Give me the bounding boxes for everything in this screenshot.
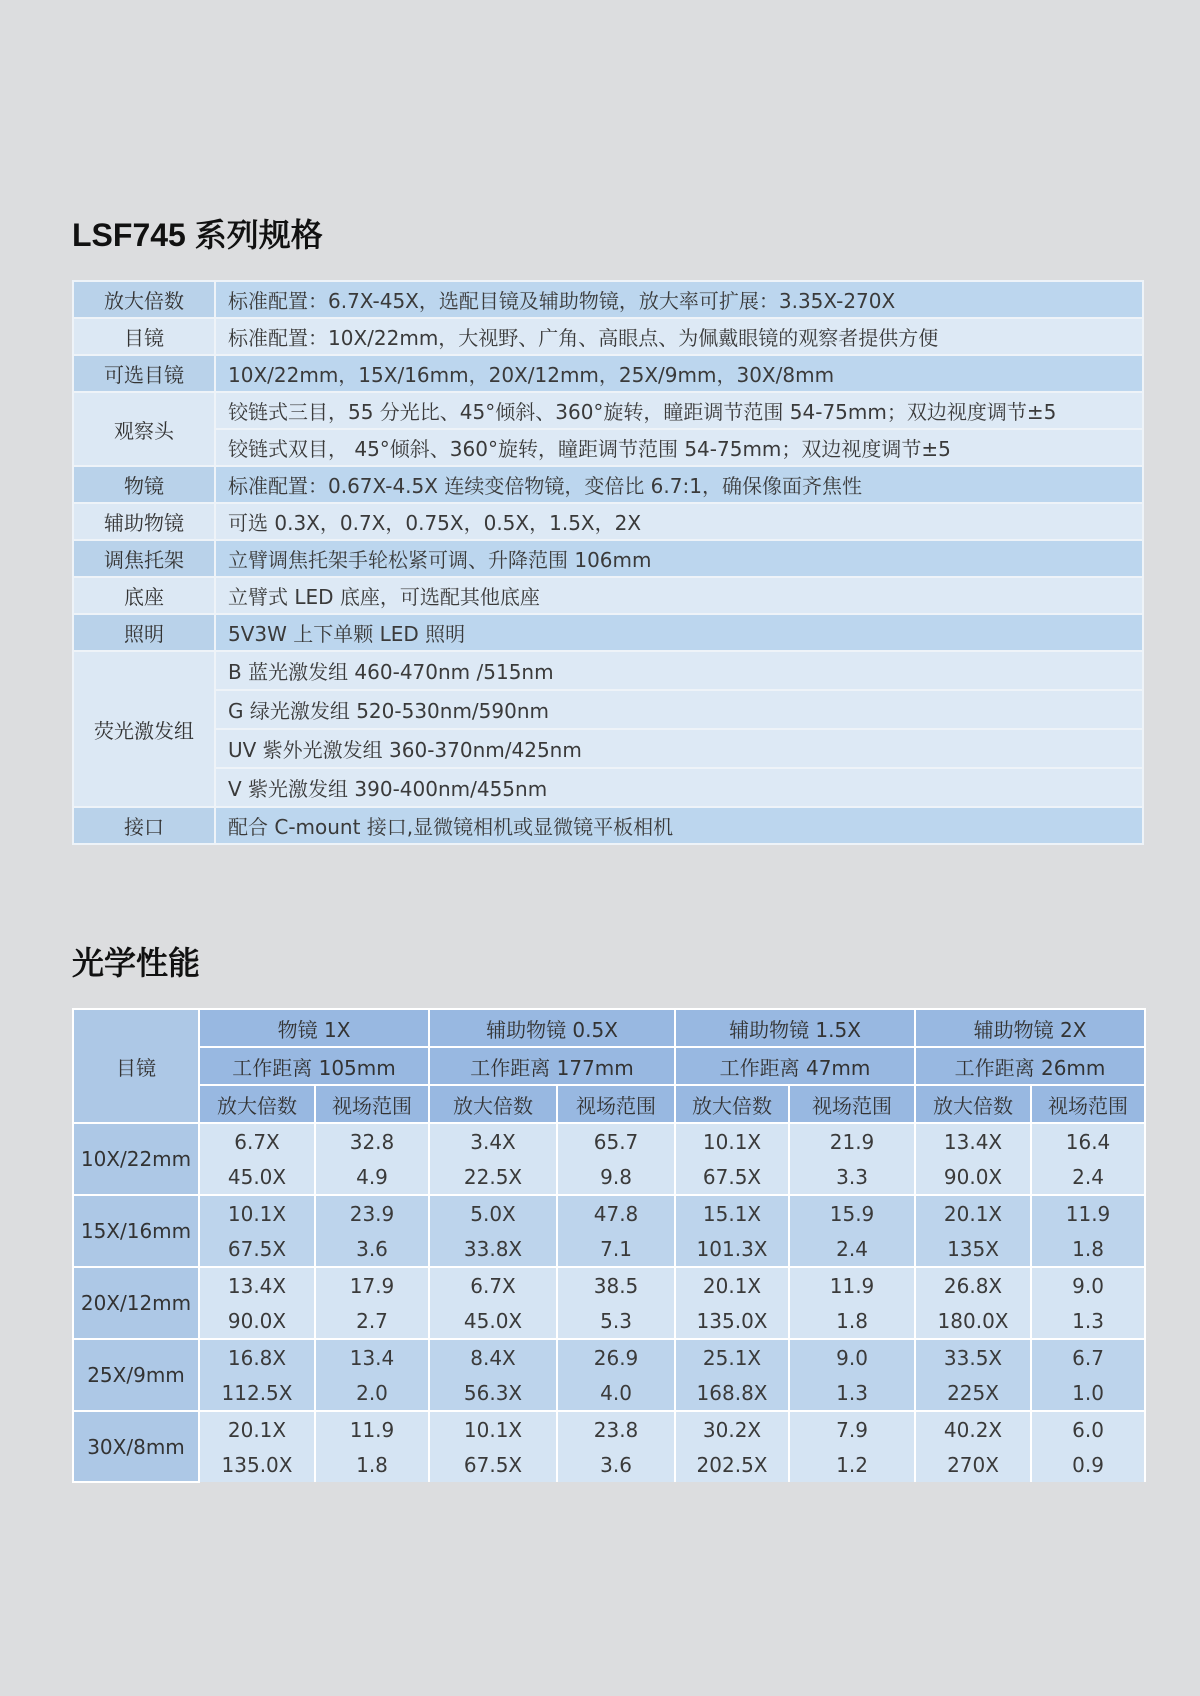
spec-row (73, 466, 1143, 503)
field-of-view-cell: 3.6 (315, 1231, 429, 1267)
field-of-view-cell: 47.8 (557, 1195, 675, 1231)
magnification-cell: 45.0X (429, 1303, 557, 1339)
field-of-view-cell: 2.0 (315, 1375, 429, 1411)
spec-label: 目镜 (73, 318, 215, 355)
magnification-cell: 20.1X (675, 1267, 789, 1303)
field-of-view-cell: 1.2 (789, 1447, 915, 1482)
magnification-cell: 15.1X (675, 1195, 789, 1231)
optics-data-row (73, 1123, 1145, 1159)
spec-label: 照明 (73, 614, 215, 651)
field-of-view-cell: 26.9 (557, 1339, 675, 1375)
spec-row (73, 503, 1143, 540)
field-of-view-cell: 4.0 (557, 1375, 675, 1411)
field-of-view-cell: 1.3 (789, 1375, 915, 1411)
field-of-view-cell: 11.9 (315, 1411, 429, 1447)
eyepiece-label: 30X/8mm (73, 1411, 199, 1482)
spec-label: 荧光激发组 (73, 651, 215, 807)
magnification-cell: 45.0X (199, 1159, 315, 1195)
field-of-view-cell: 9.0 (1031, 1267, 1145, 1303)
magnification-cell: 225X (915, 1375, 1031, 1411)
working-distance-row (73, 1047, 1145, 1085)
field-of-view-cell: 7.1 (557, 1231, 675, 1267)
working-distance-header: 工作距离 105mm (199, 1047, 429, 1085)
spec-value: 标准配置：0.67X-4.5X 连续变倍物镜，变倍比 6.7:1，确保像面齐焦性 (215, 466, 1143, 503)
field-of-view-header: 视场范围 (557, 1085, 675, 1123)
magnification-cell: 90.0X (915, 1159, 1031, 1195)
field-of-view-cell: 6.0 (1031, 1411, 1145, 1447)
spec-value: V 紫光激发组 390-400nm/455nm (215, 768, 1143, 807)
magnification-cell: 33.5X (915, 1339, 1031, 1375)
eyepiece-label: 10X/22mm (73, 1123, 199, 1195)
optics-table (72, 1008, 1146, 1483)
magnification-cell: 67.5X (429, 1447, 557, 1482)
magnification-cell: 10.1X (429, 1411, 557, 1447)
spec-value: 标准配置：6.7X-45X，选配目镜及辅助物镜，放大率可扩展：3.35X-270X (215, 281, 1143, 318)
magnification-cell: 40.2X (915, 1411, 1031, 1447)
magnification-cell: 270X (915, 1447, 1031, 1482)
spec-value: 可选 0.3X，0.7X，0.75X，0.5X，1.5X，2X (215, 503, 1143, 540)
magnification-cell: 67.5X (675, 1159, 789, 1195)
magnification-cell: 20.1X (915, 1195, 1031, 1231)
magnification-cell: 135.0X (199, 1447, 315, 1482)
spec-label: 放大倍数 (73, 281, 215, 318)
spec-row (73, 690, 1143, 729)
spec-value: B 蓝光激发组 460-470nm /515nm (215, 651, 1143, 690)
spec-value: 立臂式 LED 底座，可选配其他底座 (215, 577, 1143, 614)
spec-row (73, 281, 1143, 318)
spec-section-title: LSF745 系列规格 (72, 217, 323, 253)
magnification-cell: 67.5X (199, 1231, 315, 1267)
magnification-cell: 33.8X (429, 1231, 557, 1267)
field-of-view-cell: 23.9 (315, 1195, 429, 1231)
magnification-cell: 6.7X (199, 1123, 315, 1159)
optics-data-row (73, 1195, 1145, 1231)
magnification-cell: 135X (915, 1231, 1031, 1267)
working-distance-header: 工作距离 47mm (675, 1047, 915, 1085)
spec-value: 配合 C-mount 接口,显微镜相机或显微镜平板相机 (215, 807, 1143, 844)
field-of-view-cell: 1.3 (1031, 1303, 1145, 1339)
optics-data-row (73, 1159, 1145, 1195)
spec-row (73, 614, 1143, 651)
magnification-header: 放大倍数 (199, 1085, 315, 1123)
spec-value: 铰链式双目， 45°倾斜、360°旋转，瞳距调节范围 54-75mm；双边视度调节±5 (215, 429, 1143, 466)
optics-data-row (73, 1447, 1145, 1482)
magnification-cell: 22.5X (429, 1159, 557, 1195)
objective-header: 辅助物镜 0.5X (429, 1009, 675, 1047)
field-of-view-cell: 3.6 (557, 1447, 675, 1482)
spec-label: 调焦托架 (73, 540, 215, 577)
magnification-cell: 112.5X (199, 1375, 315, 1411)
spec-row (73, 729, 1143, 768)
eyepiece-label: 25X/9mm (73, 1339, 199, 1411)
magnification-cell: 90.0X (199, 1303, 315, 1339)
spec-table (72, 280, 1144, 845)
field-of-view-cell: 2.4 (789, 1231, 915, 1267)
field-of-view-header: 视场范围 (315, 1085, 429, 1123)
magnification-cell: 202.5X (675, 1447, 789, 1482)
field-of-view-cell: 1.8 (315, 1447, 429, 1482)
field-of-view-cell: 9.0 (789, 1339, 915, 1375)
magnification-header: 放大倍数 (429, 1085, 557, 1123)
eyepiece-label: 15X/16mm (73, 1195, 199, 1267)
spec-row (73, 392, 1143, 429)
spec-value: 5V3W 上下单颗 LED 照明 (215, 614, 1143, 651)
magnification-cell: 16.8X (199, 1339, 315, 1375)
objective-header: 辅助物镜 1.5X (675, 1009, 915, 1047)
optics-data-row (73, 1339, 1145, 1375)
field-of-view-cell: 17.9 (315, 1267, 429, 1303)
eyepiece-label: 20X/12mm (73, 1267, 199, 1339)
eyepiece-column-header: 目镜 (73, 1009, 199, 1123)
optics-data-row (73, 1267, 1145, 1303)
spec-value: 铰链式三目，55 分光比、45°倾斜、360°旋转，瞳距调节范围 54-75mm；双边视度调节±5 (215, 392, 1143, 429)
field-of-view-cell: 15.9 (789, 1195, 915, 1231)
magnification-cell: 26.8X (915, 1267, 1031, 1303)
field-of-view-cell: 11.9 (789, 1267, 915, 1303)
optics-data-row (73, 1411, 1145, 1447)
magnification-cell: 13.4X (199, 1267, 315, 1303)
spec-value: UV 紫外光激发组 360-370nm/425nm (215, 729, 1143, 768)
magnification-cell: 30.2X (675, 1411, 789, 1447)
magnification-cell: 168.8X (675, 1375, 789, 1411)
spec-row (73, 807, 1143, 844)
optics-section-title: 光学性能 (72, 945, 201, 981)
spec-row (73, 651, 1143, 690)
field-of-view-cell: 9.8 (557, 1159, 675, 1195)
optics-data-row (73, 1231, 1145, 1267)
magnification-cell: 25.1X (675, 1339, 789, 1375)
field-of-view-cell: 0.9 (1031, 1447, 1145, 1482)
field-of-view-cell: 7.9 (789, 1411, 915, 1447)
field-of-view-header: 视场范围 (789, 1085, 915, 1123)
spec-row (73, 768, 1143, 807)
field-of-view-cell: 21.9 (789, 1123, 915, 1159)
optics-data-row (73, 1303, 1145, 1339)
spec-row (73, 540, 1143, 577)
magnification-cell: 5.0X (429, 1195, 557, 1231)
spec-label: 底座 (73, 577, 215, 614)
optics-data-row (73, 1375, 1145, 1411)
spec-label: 物镜 (73, 466, 215, 503)
objective-header: 辅助物镜 2X (915, 1009, 1145, 1047)
field-of-view-cell: 13.4 (315, 1339, 429, 1375)
spec-value: 立臂调焦托架手轮松紧可调、升降范围 106mm (215, 540, 1143, 577)
working-distance-header: 工作距离 177mm (429, 1047, 675, 1085)
spec-value: 标准配置：10X/22mm，大视野、广角、高眼点、为佩戴眼镜的观察者提供方便 (215, 318, 1143, 355)
magnification-cell: 180.0X (915, 1303, 1031, 1339)
field-of-view-cell: 6.7 (1031, 1339, 1145, 1375)
field-of-view-cell: 2.7 (315, 1303, 429, 1339)
magnification-cell: 10.1X (675, 1123, 789, 1159)
field-of-view-cell: 1.8 (789, 1303, 915, 1339)
spec-value: 10X/22mm，15X/16mm，20X/12mm，25X/9mm，30X/8mm (215, 355, 1143, 392)
field-of-view-cell: 3.3 (789, 1159, 915, 1195)
magnification-cell: 20.1X (199, 1411, 315, 1447)
magnification-header: 放大倍数 (915, 1085, 1031, 1123)
magnification-cell: 10.1X (199, 1195, 315, 1231)
field-of-view-cell: 23.8 (557, 1411, 675, 1447)
spec-label: 辅助物镜 (73, 503, 215, 540)
magnification-cell: 3.4X (429, 1123, 557, 1159)
working-distance-header: 工作距离 26mm (915, 1047, 1145, 1085)
field-of-view-cell: 4.9 (315, 1159, 429, 1195)
magnification-cell: 8.4X (429, 1339, 557, 1375)
spec-row (73, 577, 1143, 614)
magnification-cell: 135.0X (675, 1303, 789, 1339)
spec-row (73, 429, 1143, 466)
magnification-cell: 56.3X (429, 1375, 557, 1411)
field-of-view-cell: 2.4 (1031, 1159, 1145, 1195)
magnification-cell: 6.7X (429, 1267, 557, 1303)
field-of-view-cell: 32.8 (315, 1123, 429, 1159)
field-of-view-cell: 1.0 (1031, 1375, 1145, 1411)
sub-header-row (73, 1085, 1145, 1123)
spec-value: G 绿光激发组 520-530nm/590nm (215, 690, 1143, 729)
field-of-view-cell: 16.4 (1031, 1123, 1145, 1159)
spec-label: 接口 (73, 807, 215, 844)
objective-header: 物镜 1X (199, 1009, 429, 1047)
magnification-header: 放大倍数 (675, 1085, 789, 1123)
field-of-view-cell: 11.9 (1031, 1195, 1145, 1231)
magnification-cell: 13.4X (915, 1123, 1031, 1159)
field-of-view-cell: 1.8 (1031, 1231, 1145, 1267)
spec-row (73, 318, 1143, 355)
field-of-view-cell: 38.5 (557, 1267, 675, 1303)
spec-label: 观察头 (73, 392, 215, 466)
field-of-view-header: 视场范围 (1031, 1085, 1145, 1123)
magnification-cell: 101.3X (675, 1231, 789, 1267)
field-of-view-cell: 5.3 (557, 1303, 675, 1339)
optics-header-row (73, 1009, 1145, 1047)
spec-row (73, 355, 1143, 392)
spec-label: 可选目镜 (73, 355, 215, 392)
field-of-view-cell: 65.7 (557, 1123, 675, 1159)
